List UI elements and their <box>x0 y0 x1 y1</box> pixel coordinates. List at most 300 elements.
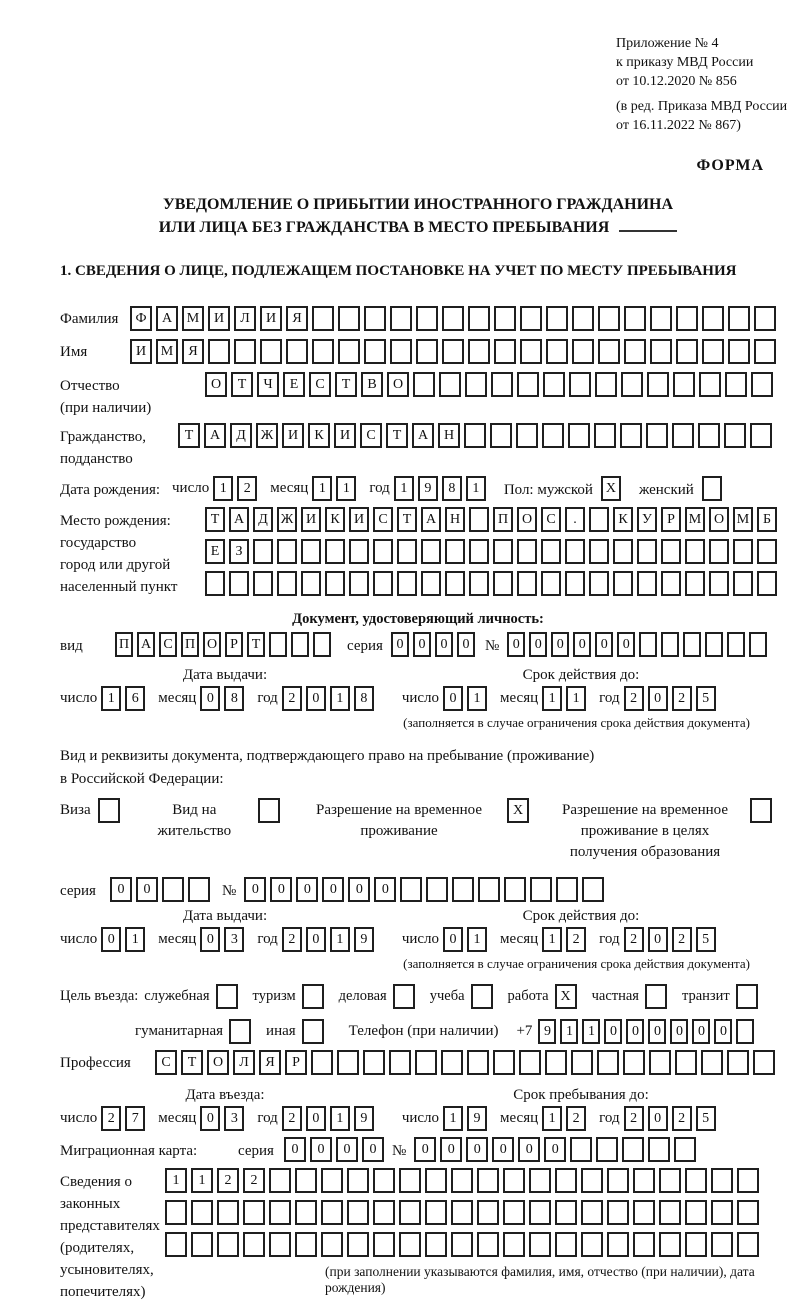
purpose-humanitarian-checkbox[interactable] <box>229 1019 255 1044</box>
char-box-empty[interactable] <box>313 632 331 657</box>
char-box-filled[interactable]: 2 <box>624 927 644 952</box>
representatives-row-1[interactable] <box>165 1168 776 1193</box>
char-box-filled[interactable]: 1 <box>165 1168 187 1193</box>
char-box-empty[interactable] <box>595 372 617 397</box>
char-box-empty[interactable] <box>490 423 512 448</box>
char-box-empty[interactable] <box>295 1168 317 1193</box>
char-box-filled[interactable]: Ф <box>130 306 152 331</box>
char-box-filled[interactable]: 0 <box>648 1019 666 1044</box>
char-box-filled[interactable]: Т <box>397 507 417 532</box>
char-box-empty[interactable] <box>725 372 747 397</box>
char-box-empty[interactable] <box>445 571 465 596</box>
char-box-filled[interactable]: Ж <box>277 507 297 532</box>
date-boxes[interactable] <box>542 1106 590 1131</box>
char-box-filled[interactable]: 9 <box>354 927 374 952</box>
char-box-empty[interactable] <box>594 423 616 448</box>
char-box-empty[interactable] <box>750 798 772 823</box>
char-box-empty[interactable] <box>749 632 767 657</box>
char-box-filled[interactable]: 0 <box>443 686 463 711</box>
date-boxes[interactable] <box>101 927 149 952</box>
char-box-empty[interactable] <box>711 1200 733 1225</box>
char-box-filled[interactable]: Т <box>178 423 200 448</box>
char-box-empty[interactable] <box>546 306 568 331</box>
char-box-empty[interactable] <box>555 1200 577 1225</box>
char-box-empty[interactable] <box>530 877 552 902</box>
char-box-empty[interactable] <box>393 984 415 1009</box>
char-box-empty[interactable] <box>546 339 568 364</box>
char-box-empty[interactable] <box>347 1168 369 1193</box>
char-box-empty[interactable] <box>442 306 464 331</box>
char-box-empty[interactable] <box>621 372 643 397</box>
char-box-empty[interactable] <box>243 1200 265 1225</box>
citizenship-field[interactable] <box>178 423 776 448</box>
char-box-filled[interactable]: 3 <box>224 1106 244 1131</box>
doc-issue-date-field[interactable] <box>60 686 378 711</box>
char-box-filled[interactable]: . <box>565 507 585 532</box>
char-box-empty[interactable] <box>373 1232 395 1257</box>
char-box-empty[interactable] <box>312 306 334 331</box>
char-box-empty[interactable] <box>493 539 513 564</box>
char-box-empty[interactable] <box>493 1050 515 1075</box>
char-box-empty[interactable] <box>589 539 609 564</box>
char-box-empty[interactable] <box>421 539 441 564</box>
option-visa[interactable] <box>60 797 124 823</box>
char-box-filled[interactable]: Т <box>335 372 357 397</box>
char-box-empty[interactable] <box>727 1050 749 1075</box>
char-box-empty[interactable] <box>165 1200 187 1225</box>
char-box-empty[interactable] <box>620 423 642 448</box>
char-box-filled[interactable]: Р <box>225 632 243 657</box>
char-box-filled[interactable]: 1 <box>466 476 486 501</box>
char-box-empty[interactable] <box>277 571 297 596</box>
migration-card-series-field[interactable] <box>284 1137 388 1162</box>
doc-type-field[interactable] <box>115 632 335 657</box>
char-box-empty[interactable] <box>363 1050 385 1075</box>
char-box-empty[interactable] <box>397 571 417 596</box>
char-box-filled[interactable]: П <box>493 507 513 532</box>
char-box-empty[interactable] <box>503 1168 525 1193</box>
char-box-empty[interactable] <box>468 306 490 331</box>
char-box-empty[interactable] <box>217 1232 239 1257</box>
char-box-filled[interactable]: Я <box>259 1050 281 1075</box>
char-box-empty[interactable] <box>676 306 698 331</box>
char-box-filled[interactable]: 5 <box>696 686 716 711</box>
char-box-empty[interactable] <box>568 423 590 448</box>
birthplace-row-1[interactable] <box>205 507 781 532</box>
char-box-empty[interactable] <box>596 1137 618 1162</box>
char-box-empty[interactable] <box>504 877 526 902</box>
doc-expiry-date-field[interactable] <box>402 686 720 711</box>
char-box-filled[interactable]: X <box>601 476 621 501</box>
char-box-filled[interactable]: Т <box>247 632 265 657</box>
char-box-empty[interactable] <box>589 571 609 596</box>
char-box-empty[interactable] <box>672 423 694 448</box>
char-box-empty[interactable] <box>685 539 705 564</box>
char-box-filled[interactable]: 0 <box>604 1019 622 1044</box>
char-box-empty[interactable] <box>389 1050 411 1075</box>
char-box-filled[interactable]: 0 <box>413 632 431 657</box>
firstname-field[interactable] <box>130 339 780 364</box>
char-box-empty[interactable] <box>425 1200 447 1225</box>
char-box-empty[interactable] <box>582 877 604 902</box>
sex-female-checkbox[interactable] <box>702 476 726 501</box>
char-box-empty[interactable] <box>754 306 776 331</box>
char-box-empty[interactable] <box>243 1232 265 1257</box>
char-box-empty[interactable] <box>338 306 360 331</box>
char-box-empty[interactable] <box>399 1200 421 1225</box>
char-box-empty[interactable] <box>728 339 750 364</box>
char-box-empty[interactable] <box>321 1200 343 1225</box>
char-box-filled[interactable]: 0 <box>414 1137 436 1162</box>
char-box-filled[interactable]: 2 <box>217 1168 239 1193</box>
char-box-empty[interactable] <box>659 1200 681 1225</box>
char-box-filled[interactable]: Л <box>233 1050 255 1075</box>
char-box-empty[interactable] <box>464 423 486 448</box>
char-box-filled[interactable]: 0 <box>306 927 326 952</box>
char-box-filled[interactable]: Т <box>231 372 253 397</box>
purpose-work-checkbox[interactable] <box>555 984 581 1009</box>
char-box-filled[interactable]: 9 <box>538 1019 556 1044</box>
char-box-empty[interactable] <box>607 1200 629 1225</box>
char-box-filled[interactable]: А <box>229 507 249 532</box>
char-box-filled[interactable]: С <box>360 423 382 448</box>
char-box-empty[interactable] <box>452 877 474 902</box>
char-box-empty[interactable] <box>373 571 393 596</box>
char-box-filled[interactable]: 1 <box>330 686 350 711</box>
char-box-filled[interactable]: 2 <box>566 927 586 952</box>
char-box-filled[interactable]: 0 <box>101 927 121 952</box>
char-box-empty[interactable] <box>337 1050 359 1075</box>
char-box-empty[interactable] <box>269 1200 291 1225</box>
char-box-empty[interactable] <box>165 1232 187 1257</box>
char-box-empty[interactable] <box>555 1168 577 1193</box>
char-box-empty[interactable] <box>302 1019 324 1044</box>
char-box-empty[interactable] <box>425 1168 447 1193</box>
char-box-filled[interactable]: О <box>205 372 227 397</box>
char-box-empty[interactable] <box>736 1019 754 1044</box>
char-box-empty[interactable] <box>399 1168 421 1193</box>
char-box-empty[interactable] <box>555 1232 577 1257</box>
date-boxes[interactable] <box>200 686 248 711</box>
char-box-filled[interactable]: 0 <box>435 632 453 657</box>
char-box-filled[interactable]: А <box>412 423 434 448</box>
char-box-filled[interactable]: О <box>517 507 537 532</box>
char-box-empty[interactable] <box>705 632 723 657</box>
option-temp-residence-education-checkbox[interactable] <box>750 797 776 823</box>
char-box-empty[interactable] <box>191 1200 213 1225</box>
migration-card-number-field[interactable] <box>414 1137 700 1162</box>
char-box-empty[interactable] <box>467 1050 489 1075</box>
char-box-empty[interactable] <box>469 507 489 532</box>
char-box-empty[interactable] <box>565 539 585 564</box>
char-box-empty[interactable] <box>570 1137 592 1162</box>
char-box-empty[interactable] <box>709 539 729 564</box>
char-box-empty[interactable] <box>208 339 230 364</box>
birthplace-row-3[interactable] <box>205 571 781 596</box>
date-boxes[interactable] <box>312 476 360 501</box>
char-box-filled[interactable]: 2 <box>243 1168 265 1193</box>
char-box-filled[interactable]: С <box>541 507 561 532</box>
char-box-empty[interactable] <box>347 1232 369 1257</box>
char-box-empty[interactable] <box>493 571 513 596</box>
char-box-empty[interactable] <box>727 632 745 657</box>
char-box-empty[interactable] <box>685 571 705 596</box>
char-box-filled[interactable]: 2 <box>672 927 692 952</box>
char-box-empty[interactable] <box>685 1200 707 1225</box>
char-box-empty[interactable] <box>441 1050 463 1075</box>
char-box-empty[interactable] <box>517 372 539 397</box>
title-blank-underline[interactable] <box>619 217 677 232</box>
option-visa-checkbox[interactable] <box>98 797 124 823</box>
char-box-filled[interactable]: 0 <box>626 1019 644 1044</box>
doc-number-field[interactable] <box>507 632 771 657</box>
date-boxes[interactable] <box>443 1106 491 1131</box>
char-box-filled[interactable]: 1 <box>125 927 145 952</box>
date-boxes[interactable] <box>443 686 491 711</box>
char-box-empty[interactable] <box>516 423 538 448</box>
char-box-filled[interactable]: Р <box>661 507 681 532</box>
char-box-filled[interactable]: 0 <box>362 1137 384 1162</box>
char-box-empty[interactable] <box>659 1168 681 1193</box>
char-box-filled[interactable]: О <box>203 632 221 657</box>
char-box-empty[interactable] <box>650 306 672 331</box>
char-box-empty[interactable] <box>659 1232 681 1257</box>
char-box-filled[interactable]: 1 <box>566 686 586 711</box>
char-box-empty[interactable] <box>468 339 490 364</box>
char-box-filled[interactable]: П <box>181 632 199 657</box>
char-box-filled[interactable]: Д <box>230 423 252 448</box>
char-box-empty[interactable] <box>295 1232 317 1257</box>
char-box-filled[interactable]: П <box>115 632 133 657</box>
char-box-empty[interactable] <box>451 1168 473 1193</box>
char-box-filled[interactable]: 1 <box>330 1106 350 1131</box>
representatives-row-2[interactable] <box>165 1200 776 1225</box>
char-box-empty[interactable] <box>702 476 722 501</box>
char-box-filled[interactable]: 5 <box>696 927 716 952</box>
char-box-empty[interactable] <box>390 306 412 331</box>
char-box-empty[interactable] <box>478 877 500 902</box>
char-box-empty[interactable] <box>754 339 776 364</box>
char-box-empty[interactable] <box>581 1200 603 1225</box>
char-box-empty[interactable] <box>400 877 422 902</box>
char-box-filled[interactable]: 2 <box>237 476 257 501</box>
char-box-empty[interactable] <box>301 539 321 564</box>
char-box-filled[interactable]: 0 <box>617 632 635 657</box>
char-box-filled[interactable]: 0 <box>306 1106 326 1131</box>
char-box-filled[interactable]: 2 <box>566 1106 586 1131</box>
char-box-filled[interactable]: Л <box>234 306 256 331</box>
char-box-filled[interactable]: 0 <box>595 632 613 657</box>
char-box-filled[interactable]: Ч <box>257 372 279 397</box>
char-box-empty[interactable] <box>581 1232 603 1257</box>
char-box-empty[interactable] <box>589 507 609 532</box>
char-box-filled[interactable]: 0 <box>440 1137 462 1162</box>
char-box-filled[interactable]: 7 <box>125 1106 145 1131</box>
char-box-filled[interactable]: 1 <box>582 1019 600 1044</box>
char-box-filled[interactable]: 0 <box>200 686 220 711</box>
char-box-empty[interactable] <box>683 632 701 657</box>
char-box-empty[interactable] <box>757 571 777 596</box>
char-box-empty[interactable] <box>702 306 724 331</box>
char-box-empty[interactable] <box>737 1168 759 1193</box>
char-box-empty[interactable] <box>465 372 487 397</box>
purpose-official-checkbox[interactable] <box>216 984 242 1009</box>
char-box-empty[interactable] <box>541 539 561 564</box>
char-box-filled[interactable]: Ж <box>256 423 278 448</box>
char-box-filled[interactable]: 8 <box>224 686 244 711</box>
char-box-empty[interactable] <box>733 539 753 564</box>
stay-until-field[interactable] <box>402 1106 720 1131</box>
char-box-filled[interactable]: 2 <box>624 1106 644 1131</box>
char-box-empty[interactable] <box>517 539 537 564</box>
char-box-empty[interactable] <box>451 1232 473 1257</box>
char-box-empty[interactable] <box>286 339 308 364</box>
char-box-empty[interactable] <box>649 1050 671 1075</box>
date-boxes[interactable] <box>542 686 590 711</box>
char-box-empty[interactable] <box>520 306 542 331</box>
char-box-filled[interactable]: А <box>204 423 226 448</box>
char-box-empty[interactable] <box>349 539 369 564</box>
char-box-empty[interactable] <box>338 339 360 364</box>
char-box-empty[interactable] <box>321 1232 343 1257</box>
char-box-empty[interactable] <box>253 571 273 596</box>
char-box-empty[interactable] <box>229 1019 251 1044</box>
date-boxes[interactable] <box>394 476 490 501</box>
char-box-filled[interactable]: 0 <box>714 1019 732 1044</box>
option-residence-permit[interactable] <box>138 797 284 842</box>
char-box-filled[interactable]: Б <box>757 507 777 532</box>
char-box-filled[interactable]: 0 <box>648 686 668 711</box>
char-box-filled[interactable]: 2 <box>282 686 302 711</box>
char-box-empty[interactable] <box>565 571 585 596</box>
char-box-filled[interactable]: X <box>555 984 577 1009</box>
char-box-filled[interactable]: М <box>182 306 204 331</box>
date-boxes[interactable] <box>542 927 590 952</box>
char-box-empty[interactable] <box>702 339 724 364</box>
char-box-empty[interactable] <box>349 571 369 596</box>
char-box-empty[interactable] <box>541 571 561 596</box>
char-box-empty[interactable] <box>229 571 249 596</box>
date-boxes[interactable] <box>282 686 378 711</box>
char-box-empty[interactable] <box>675 1050 697 1075</box>
char-box-empty[interactable] <box>637 539 657 564</box>
char-box-empty[interactable] <box>269 1168 291 1193</box>
char-box-empty[interactable] <box>624 306 646 331</box>
char-box-empty[interactable] <box>234 339 256 364</box>
char-box-filled[interactable]: Р <box>285 1050 307 1075</box>
char-box-empty[interactable] <box>569 372 591 397</box>
char-box-empty[interactable] <box>415 1050 437 1075</box>
char-box-filled[interactable]: И <box>282 423 304 448</box>
date-boxes[interactable] <box>443 927 491 952</box>
char-box-filled[interactable]: Т <box>386 423 408 448</box>
char-box-empty[interactable] <box>421 571 441 596</box>
char-box-empty[interactable] <box>543 372 565 397</box>
residence-expiry-date-field[interactable] <box>402 927 720 952</box>
char-box-empty[interactable] <box>750 423 772 448</box>
char-box-empty[interactable] <box>451 1200 473 1225</box>
char-box-filled[interactable]: Е <box>283 372 305 397</box>
char-box-filled[interactable]: 0 <box>270 877 292 902</box>
char-box-empty[interactable] <box>674 1137 696 1162</box>
char-box-filled[interactable]: К <box>613 507 633 532</box>
purpose-other-checkbox[interactable] <box>302 1019 328 1044</box>
char-box-empty[interactable] <box>685 1168 707 1193</box>
char-box-empty[interactable] <box>633 1200 655 1225</box>
char-box-empty[interactable] <box>469 539 489 564</box>
char-box-empty[interactable] <box>347 1200 369 1225</box>
char-box-filled[interactable]: 0 <box>551 632 569 657</box>
char-box-filled[interactable]: 0 <box>529 632 547 657</box>
char-box-filled[interactable]: 0 <box>648 927 668 952</box>
char-box-empty[interactable] <box>302 984 324 1009</box>
char-box-empty[interactable] <box>607 1232 629 1257</box>
char-box-filled[interactable]: 1 <box>542 1106 562 1131</box>
char-box-filled[interactable]: 0 <box>296 877 318 902</box>
char-box-filled[interactable]: М <box>733 507 753 532</box>
char-box-filled[interactable]: С <box>373 507 393 532</box>
char-box-empty[interactable] <box>442 339 464 364</box>
char-box-empty[interactable] <box>269 632 287 657</box>
char-box-filled[interactable]: 0 <box>466 1137 488 1162</box>
char-box-filled[interactable]: 8 <box>354 686 374 711</box>
char-box-empty[interactable] <box>711 1232 733 1257</box>
char-box-filled[interactable]: 1 <box>542 927 562 952</box>
date-boxes[interactable] <box>624 1106 720 1131</box>
char-box-empty[interactable] <box>529 1200 551 1225</box>
char-box-empty[interactable] <box>477 1168 499 1193</box>
char-box-empty[interactable] <box>98 798 120 823</box>
char-box-empty[interactable] <box>607 1168 629 1193</box>
char-box-empty[interactable] <box>701 1050 723 1075</box>
char-box-empty[interactable] <box>364 306 386 331</box>
char-box-filled[interactable]: С <box>159 632 177 657</box>
char-box-empty[interactable] <box>724 423 746 448</box>
char-box-empty[interactable] <box>325 539 345 564</box>
char-box-filled[interactable]: 0 <box>374 877 396 902</box>
char-box-filled[interactable]: 6 <box>125 686 145 711</box>
char-box-empty[interactable] <box>751 372 773 397</box>
char-box-filled[interactable]: Е <box>205 539 225 564</box>
char-box-filled[interactable]: О <box>207 1050 229 1075</box>
char-box-empty[interactable] <box>529 1232 551 1257</box>
char-box-empty[interactable] <box>637 571 657 596</box>
char-box-filled[interactable]: 1 <box>101 686 121 711</box>
char-box-filled[interactable]: 0 <box>443 927 463 952</box>
char-box-empty[interactable] <box>661 571 681 596</box>
char-box-filled[interactable]: 0 <box>518 1137 540 1162</box>
char-box-empty[interactable] <box>709 571 729 596</box>
char-box-filled[interactable]: А <box>156 306 178 331</box>
char-box-empty[interactable] <box>624 339 646 364</box>
char-box-filled[interactable]: 0 <box>391 632 409 657</box>
char-box-filled[interactable]: 9 <box>467 1106 487 1131</box>
char-box-filled[interactable]: З <box>229 539 249 564</box>
char-box-filled[interactable]: 0 <box>200 1106 220 1131</box>
char-box-empty[interactable] <box>301 571 321 596</box>
char-box-filled[interactable]: 0 <box>573 632 591 657</box>
char-box-empty[interactable] <box>676 339 698 364</box>
char-box-filled[interactable]: 1 <box>542 686 562 711</box>
char-box-filled[interactable]: 1 <box>312 476 332 501</box>
char-box-empty[interactable] <box>295 1200 317 1225</box>
char-box-empty[interactable] <box>711 1168 733 1193</box>
char-box-empty[interactable] <box>253 539 273 564</box>
char-box-empty[interactable] <box>217 1200 239 1225</box>
char-box-filled[interactable]: В <box>361 372 383 397</box>
char-box-filled[interactable]: И <box>349 507 369 532</box>
birthplace-row-2[interactable] <box>205 539 781 564</box>
